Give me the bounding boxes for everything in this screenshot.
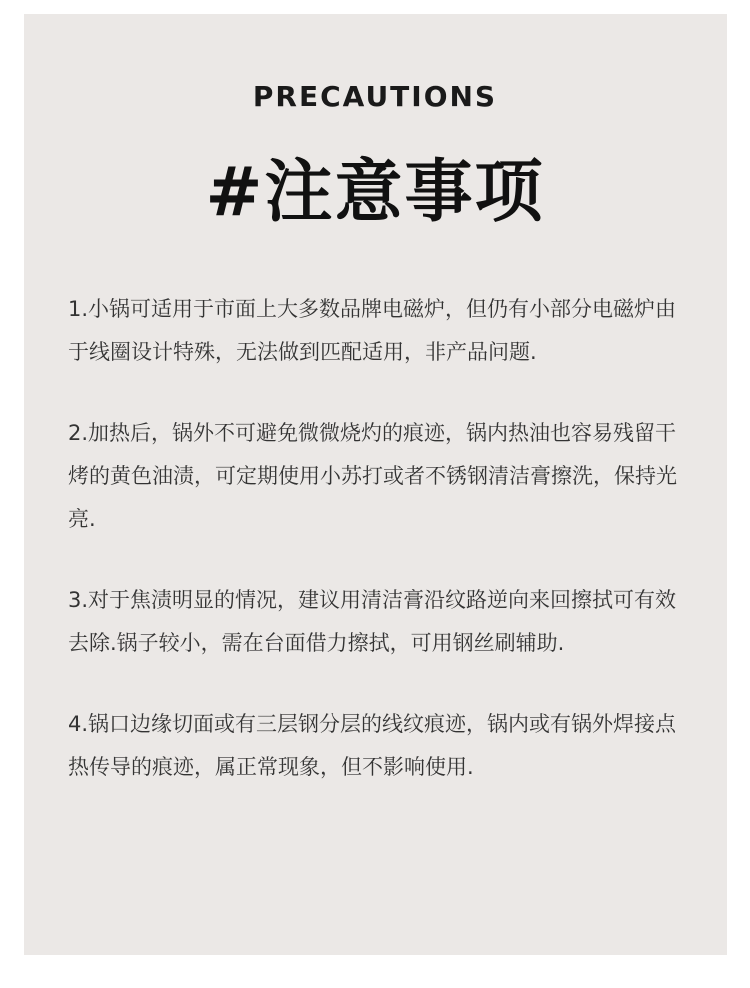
precaution-item: 1.小锅可适用于市面上大多数品牌电磁炉，但仍有小部分电磁炉由于线圈设计特殊，无法做到匹配适用，非产品问题.: [68, 297, 677, 364]
precaution-item: 4.锅口边缘切面或有三层钢分层的线纹痕迹，锅内或有锅外焊接点热传导的痕迹，属正常现象，但不影响使用.: [68, 712, 677, 779]
precaution-item: 3.对于焦渍明显的情况，建议用清洁膏沿纹路逆向来回擦拭可有效去除.锅子较小，需在台面借力擦拭，可用钢丝刷辅助.: [68, 588, 677, 655]
precaution-item: 2.加热后，锅外不可避免微微烧灼的痕迹，锅内热油也容易残留干烤的黄色油渍，可定期使用小苏打或者不锈钢清洁膏擦洗，保持光亮.: [68, 421, 677, 531]
section-eyebrow: PRECAUTIONS: [252, 80, 498, 113]
page-title: #注意事项: [205, 153, 545, 232]
precautions-list: [68, 288, 693, 827]
